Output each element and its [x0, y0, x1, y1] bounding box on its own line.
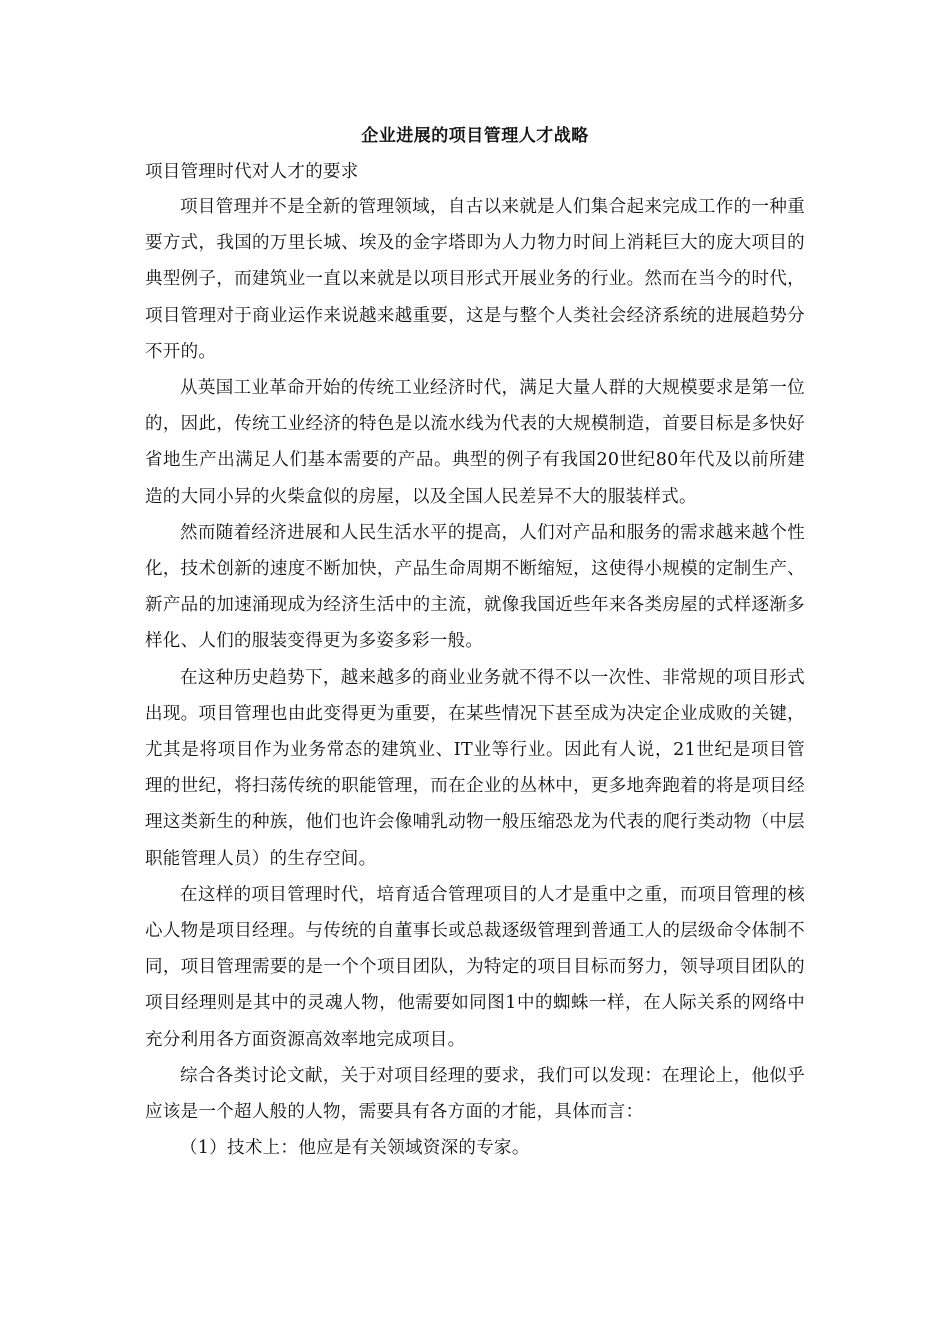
paragraph: 在这样的项目管理时代，培育适合管理项目的人才是重中之重，而项目管理的核心人物是项目经理。与传统的自董事长或总裁逐级管理到普通工人的层级命令体制不同，项目管理需要的是一个个项目团队，为特定的项目目标而努力，领导项目团队的项目经理则是其中的灵魂人物，他需要如同图1中的蜘蛛一样，在人际关系的网络中充分利用各方面资源高效率地完成项目。: [145, 884, 805, 1050]
document-title: 企业进展的项目管理人才战略: [361, 126, 589, 146]
paragraph: 综合各类讨论文献，关于对项目经理的要求，我们可以发现：在理论上，他似乎应该是一个超人般的人物，需要具有各方面的才能，具体而言：: [145, 1065, 805, 1123]
section-heading: 项目管理时代对人才的要求: [145, 162, 359, 182]
paragraph: 从英国工业革命开始的传统工业经济时代，满足大量人群的大规模要求是第一位的，因此，传统工业经济的特色是以流水线为代表的大规模制造，首要目标是多快好省地生产出满足人们基本需要的产品。典型的例子有我国20世纪80年代及以前所建造的大同小异的火柴盒似的房屋，以及全国人民差异不大的服装样式。: [145, 378, 805, 507]
document-body: [145, 189, 805, 1166]
paragraph: 项目管理并不是全新的管理领域，自古以来就是人们集合起来完成工作的一种重要方式，我国的万里长城、埃及的金字塔即为人力物力时间上消耗巨大的庞大项目的典型例子，而建筑业一直以来就是以项目形式开展业务的行业。然而在当今的时代，项目管理对于商业运作来说越来越重要，这是与整个人类社会经济系统的进展趋势分不开的。: [145, 197, 805, 362]
paragraph: 在这种历史趋势下，越来越多的商业业务就不得不以一次性、非常规的项目形式出现。项目管理也由此变得更为重要，在某些情况下甚至成为决定企业成败的关键，尤其是将项目作为业务常态的建筑业、IT业等行业。因此有人说，21世纪是项目管理的世纪，将扫荡传统的职能管理，而在企业的丛林中，更多地奔跑着的将是项目经理这类新生的种族，他们也许会像哺乳动物一般压缩恐龙为代表的爬行类动物（中层职能管理人员）的生存空间。: [145, 667, 805, 869]
list-item: （1）技术上：他应是有关领域资深的专家。: [180, 1138, 530, 1159]
paragraph: 然而随着经济进展和人民生活水平的提高，人们对产品和服务的需求越来越个性化，技术创新的速度不断加快，产品生命周期不断缩短，这使得小规模的定制生产、新产品的加速涌现成为经济生活中的主流，就像我国近些年来各类房屋的式样逐渐多样化、人们的服装变得更为多姿多彩一般。: [145, 522, 805, 652]
